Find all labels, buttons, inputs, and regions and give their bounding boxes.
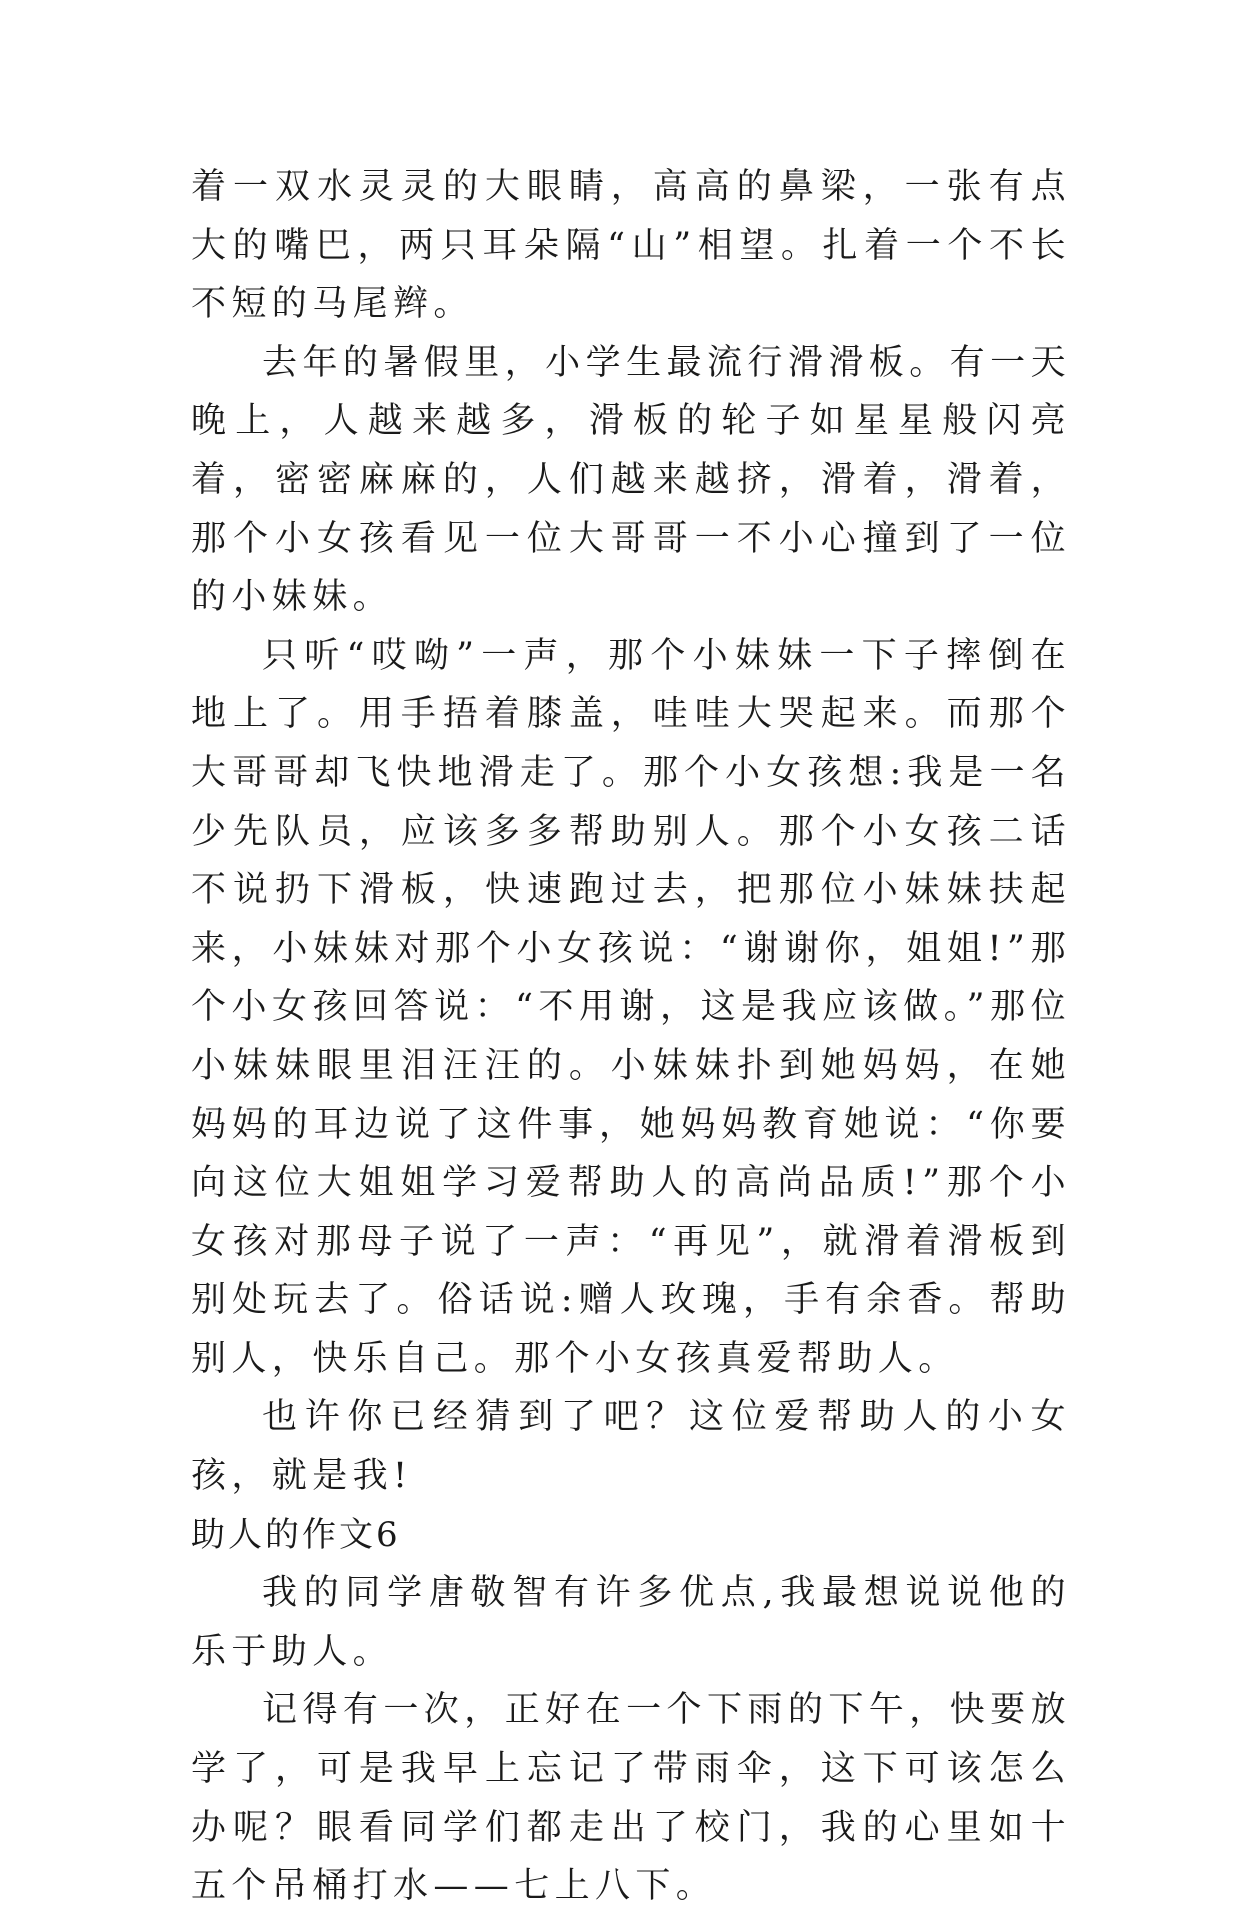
paragraph-1: 着一双水灵灵的大眼睛，高高的鼻梁，一张有点大的嘴巴，两只耳朵隔“山”相望。扎着一个不长不短的马尾辫。	[191, 167, 1071, 325]
paragraph-5: 我的同学唐敬智有许多优点,我最想说说他的乐于助人。	[191, 1573, 1071, 1672]
section-heading: 助人的作文6	[191, 1514, 401, 1555]
paragraph-6: 记得有一次，正好在一个下雨的下午，快要放学了，可是我早上忘记了带雨伞，这下可该怎么办呢？眼看同学们都走出了校门，我的心里如十五个吊桶打水——七上八下。	[191, 1690, 1071, 1907]
essay-body	[191, 158, 1071, 1916]
paragraph-4: 也许你已经猜到了吧？这位爱帮助人的小女孩，就是我!	[191, 1397, 1071, 1497]
paragraph-2: 去年的暑假里，小学生最流行滑滑板。有一天晚上，人越来越多，滑板的轮子如星星般闪亮着，密密麻麻的，人们越来越挤，滑着，滑着，那个小女孩看见一位大哥哥一不小心撞到了一位的小妹妹。	[191, 342, 1071, 618]
paragraph-3: 只听“哎呦”一声，那个小妹妹一下子摔倒在地上了。用手捂着膝盖，哇哇大哭起来。而那个大哥哥却飞快地滑走了。那个小女孩想:我是一名少先队员，应该多多帮助别人。那个小女孩二话不说扔下滑板，快速跑过去，把那位小妹妹扶起来，小妹妹对那个小女孩说：“谢谢你，姐姐!”那个小女孩回答说：“不用谢，这是我应该做。”那位小妹妹眼里泪汪汪的。小妹妹扑到她妈妈，在她妈妈的耳边说了这件事，她妈妈教育她说：“你要向这位大姐姐学习爱帮助人的高尚品质!”那个小女孩对那母子说了一声：“再见”，就滑着滑板到别处玩去了。俗话说:赠人玫瑰，手有余香。帮助别人，快乐自己。那个小女孩真爱帮助人。	[191, 635, 1071, 1379]
